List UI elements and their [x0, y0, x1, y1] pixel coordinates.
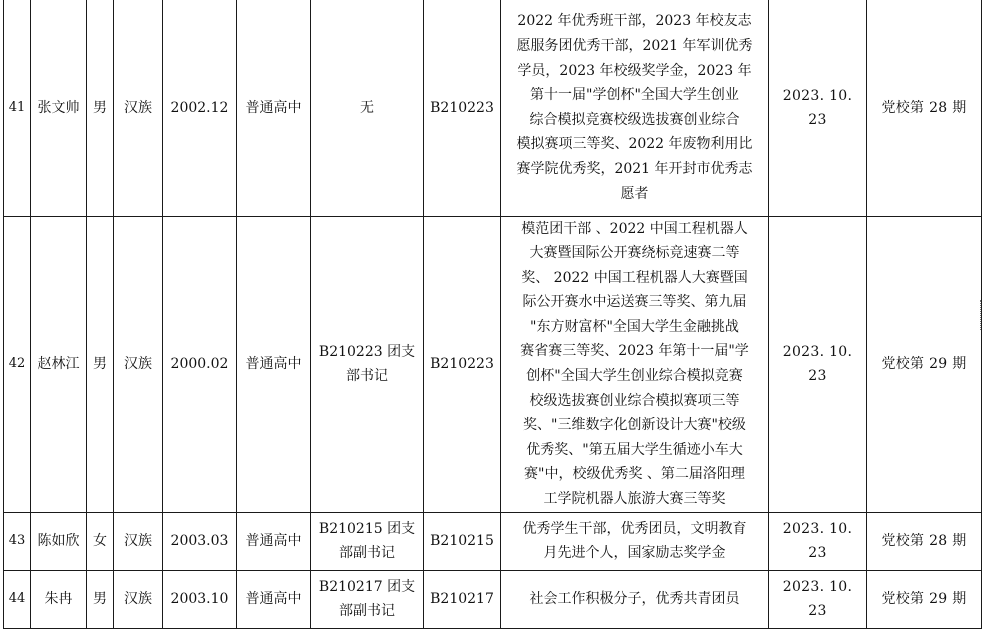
position-cell	[311, 216, 424, 512]
position-line: 部书记	[346, 368, 388, 385]
honors-line: 奖、"三维数字化创新设计大赛"校级	[523, 417, 746, 434]
position-cell	[311, 512, 424, 570]
position-line: B210215 团支	[318, 521, 416, 538]
table-row	[4, 570, 982, 628]
honors-line: 大赛暨国际公开赛绕标竞速赛二等	[529, 245, 740, 262]
class-cell: B210215	[424, 512, 501, 570]
education-cell: 普通高中	[237, 512, 311, 570]
honors-line: 优秀学生干部，优秀团员，文明教育	[522, 520, 747, 537]
table-row	[4, 512, 982, 570]
party-class-cell: 党校第 28 期	[867, 512, 982, 570]
honors-line: 赛"中，校级优秀奖 、第二届洛阳理	[524, 466, 745, 483]
ethnicity-cell: 汉族	[114, 570, 163, 628]
honors-cell	[501, 570, 769, 628]
honors-line: 际公开赛水中运送赛三等奖、第九届	[522, 294, 747, 311]
honors-line: 2022 年优秀班干部，2023 年校友志	[517, 13, 752, 30]
row-number: 42	[4, 216, 31, 512]
gender-cell: 男	[87, 0, 114, 216]
row-number: 44	[4, 570, 31, 628]
honors-line: 模范团干部 、2022 中国工程机器人	[521, 220, 748, 237]
party-class-cell: 党校第 28 期	[867, 0, 982, 216]
position-line: 部副书记	[339, 603, 395, 620]
table-row	[4, 216, 982, 512]
honors-cell	[501, 512, 769, 570]
honors-line: 优秀奖、"第五届大学生循迹小车大	[526, 441, 743, 458]
honors-line: 赛省赛三等奖、2023 年第十一届"学	[520, 343, 749, 360]
row-number: 41	[4, 0, 31, 216]
honors-line: 社会工作积极分子，优秀共青团员	[529, 590, 740, 607]
name-cell: 陈如欣	[31, 512, 87, 570]
name-cell: 张文帅	[31, 0, 87, 216]
honors-line: 综合模拟竞赛校级选拔赛创业综合	[529, 111, 740, 128]
honors-line: 愿者	[620, 185, 649, 202]
position-line: 部副书记	[339, 545, 395, 562]
party-class-cell: 党校第 29 期	[867, 216, 982, 512]
honors-line: "东方财富杯"全国大学生金融挑战	[530, 318, 739, 335]
education-cell: 普通高中	[237, 0, 311, 216]
row-number: 43	[4, 512, 31, 570]
ethnicity-cell: 汉族	[114, 216, 163, 512]
name-cell: 朱冉	[31, 570, 87, 628]
honors-line: 赛学院优秀奖，2021 年开封市优秀志	[516, 160, 753, 177]
member-table	[3, 0, 982, 629]
gender-cell: 男	[87, 216, 114, 512]
honors-line: 第十一届"学创杯"全国大学生创业	[530, 87, 739, 104]
party-class-cell: 党校第 29 期	[867, 570, 982, 628]
honors-cell	[501, 216, 769, 512]
gender-cell: 男	[87, 570, 114, 628]
honors-line: 创杯"全国大学生创业综合模拟竞赛	[526, 368, 743, 385]
approval-date-cell: 2023. 10. 23	[769, 0, 867, 216]
birth-date-cell: 2003.10	[163, 570, 237, 628]
position-line: B210223 团支	[318, 344, 416, 361]
name-cell: 赵林江	[31, 216, 87, 512]
position-cell	[311, 570, 424, 628]
birth-date-cell: 2002.12	[163, 0, 237, 216]
approval-date-cell: 2023. 10. 23	[769, 216, 867, 512]
approval-date-cell: 2023. 10. 23	[769, 570, 867, 628]
honors-line: 工学院机器人旅游大赛三等奖	[543, 491, 726, 508]
honors-line: 模拟赛项三等奖、2022 年废物利用比	[516, 136, 753, 153]
birth-date-cell: 2000.02	[163, 216, 237, 512]
position-cell: 无	[311, 0, 424, 216]
honors-line: 奖、 2022 中国工程机器人大赛暨国	[521, 269, 748, 286]
ethnicity-cell: 汉族	[114, 512, 163, 570]
birth-date-cell: 2003.03	[163, 512, 237, 570]
honors-line: 学员，2023 年校级奖学金，2023 年	[517, 62, 752, 79]
honors-line: 校级选拔赛创业综合模拟赛项三等	[529, 392, 740, 409]
education-cell: 普通高中	[237, 570, 311, 628]
honors-line: 愿服务团优秀干部，2021 年军训优秀	[516, 37, 753, 54]
education-cell: 普通高中	[237, 216, 311, 512]
scan-edge-mark	[980, 300, 984, 330]
class-cell: B210217	[424, 570, 501, 628]
gender-cell: 女	[87, 512, 114, 570]
honors-line: 月先进个人，国家励志奖学金	[543, 545, 726, 562]
table-row	[4, 0, 982, 216]
position-line: B210217 团支	[318, 579, 416, 596]
approval-date-cell: 2023. 10. 23	[769, 512, 867, 570]
class-cell: B210223	[424, 0, 501, 216]
class-cell: B210223	[424, 216, 501, 512]
honors-cell	[501, 0, 769, 216]
ethnicity-cell: 汉族	[114, 0, 163, 216]
